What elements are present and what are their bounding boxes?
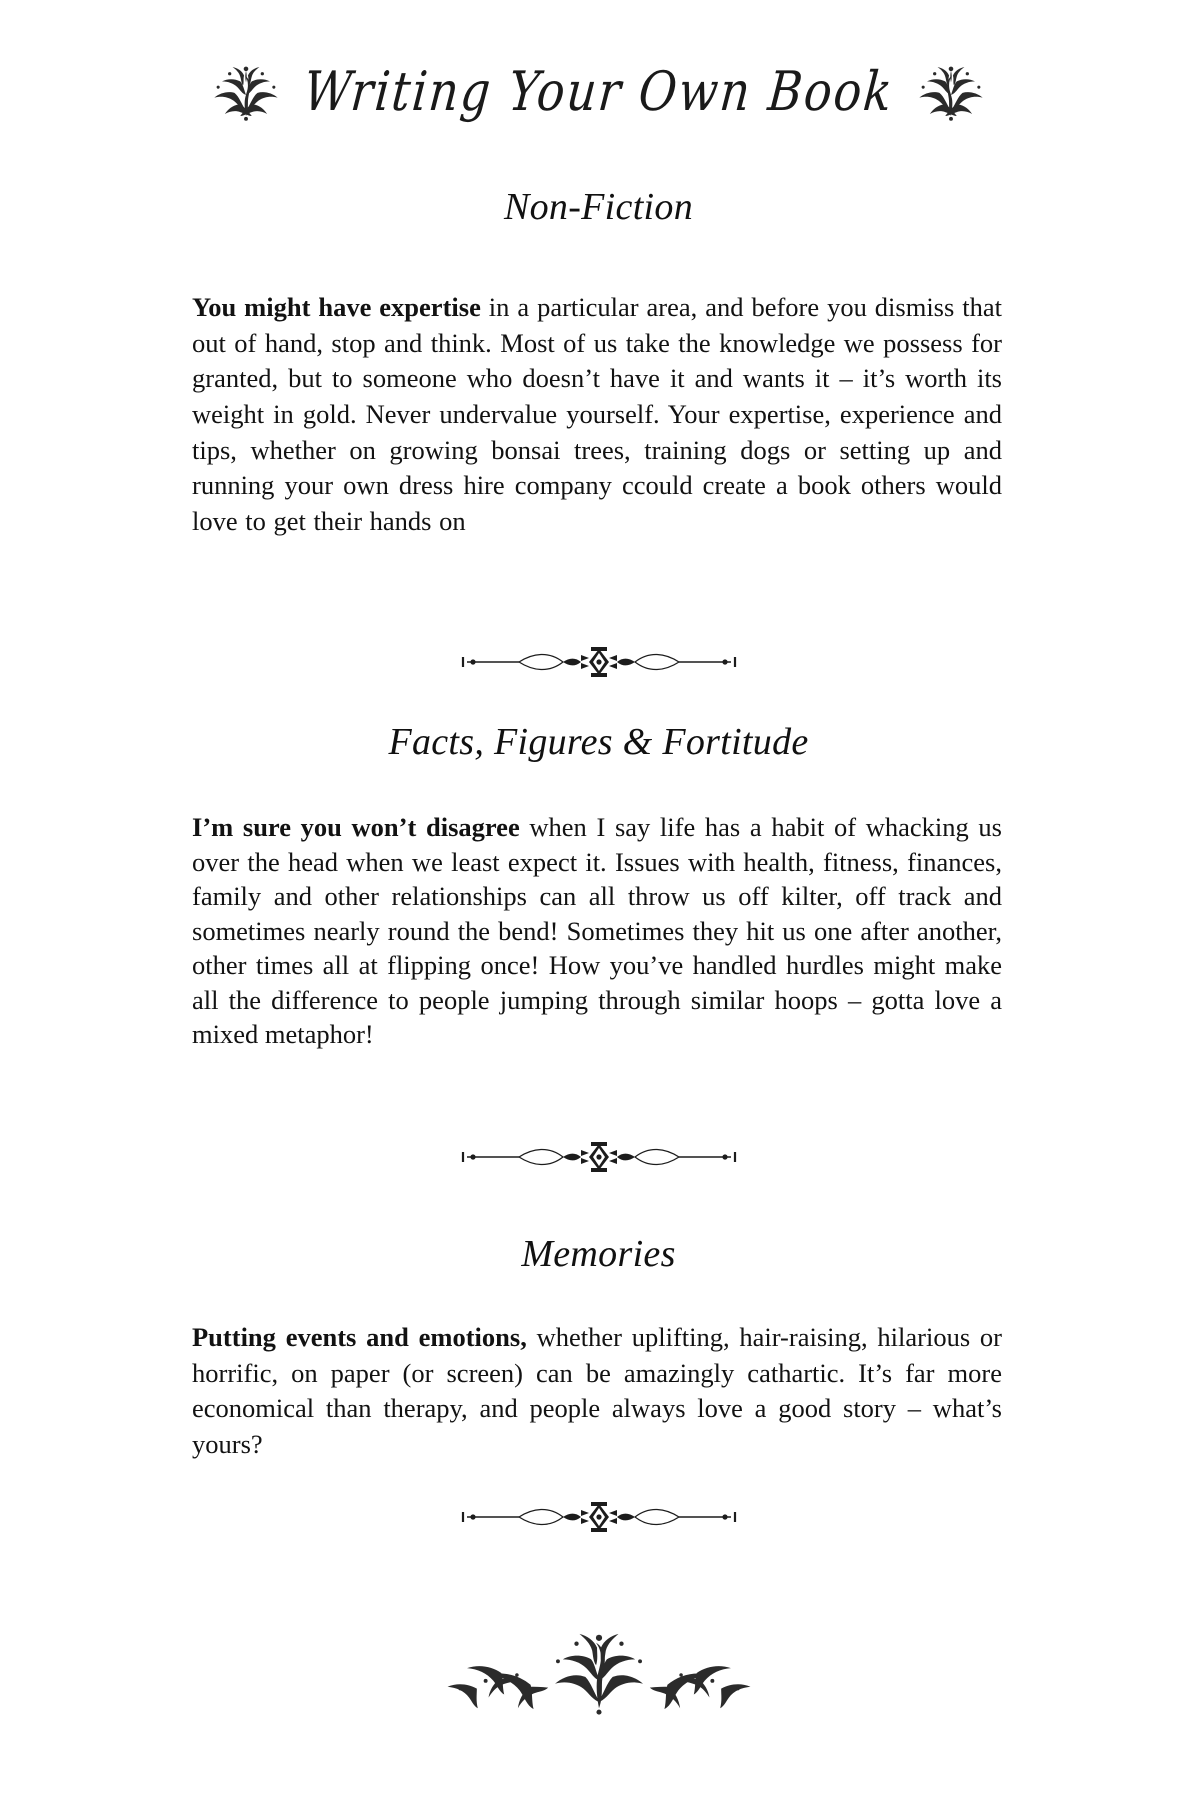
floral-flourish-icon xyxy=(903,60,999,122)
masthead xyxy=(0,48,1197,134)
diamond-leaf-divider-icon xyxy=(0,1140,1197,1174)
paragraph-text: when I say life has a habit of whacking us over the head when we least expect it. Issues with health, fitness, finances, family and other relationships can all throw us off kilter, off track and sometimes nearly round the bend! Sometimes they hit us one after another, other times all at flipping once! How you’ve handled hurdles might make all the difference to people jumping through similar hoops – gotta love a mixed metaphor! xyxy=(192,812,1002,1050)
paragraph-lead: I’m sure you won’t disagree xyxy=(192,812,520,842)
paragraph xyxy=(192,1320,1002,1463)
paragraph-text: whether uplifting, hair-raising, hilarious or horrific, on paper (or screen) can be amazingly cathartic. It’s far more economical than therapy, and people always love a good story – what’s yours? xyxy=(192,1322,1002,1459)
paragraph xyxy=(192,290,1002,539)
section-body-memories xyxy=(192,1320,1002,1463)
diamond-leaf-divider-icon xyxy=(0,645,1197,679)
section-heading-non-fiction: Non-Fiction xyxy=(503,186,694,228)
paragraph xyxy=(192,810,1002,1052)
section-heading-facts-figures-fortitude: Facts, Figures & Fortitude xyxy=(388,721,809,763)
page-title: Writing Your Own Book xyxy=(300,59,897,123)
paragraph-text: in a particular area, and before you dismiss that out of hand, stop and think. Most of us take the knowledge we possess for granted, but to someone who doesn’t have it and wants it – it’s worth its weight in gold. Never undervalue yourself. Your expertise, experience and tips, whether on growing bonsai trees, training dogs or setting up and running your own dress hire company ccould create a book others would love to get their hands on xyxy=(192,292,1002,536)
section-heading-memories: Memories xyxy=(521,1233,676,1275)
paragraph-lead: Putting events and emotions, xyxy=(192,1322,527,1352)
floral-flourish-icon xyxy=(198,60,294,122)
section-body-non-fiction xyxy=(192,290,1002,539)
floral-footer-ornament-icon xyxy=(0,1630,1197,1718)
diamond-leaf-divider-icon xyxy=(0,1500,1197,1534)
section-body-facts-figures-fortitude xyxy=(192,810,1002,1052)
paragraph-lead: You might have expertise xyxy=(192,292,481,322)
